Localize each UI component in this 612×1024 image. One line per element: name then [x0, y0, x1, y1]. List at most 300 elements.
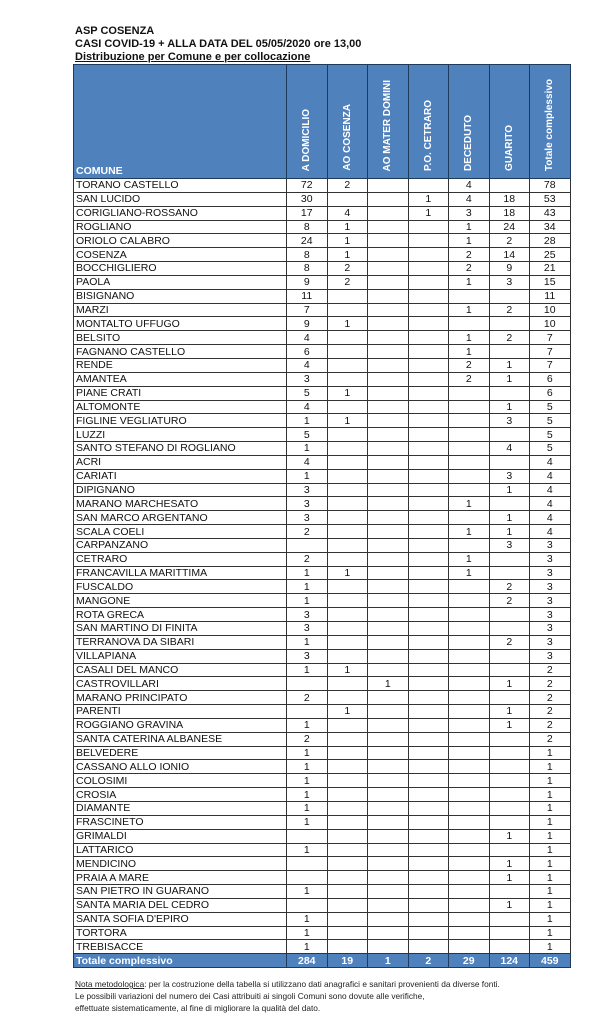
cell-value: 8 [287, 262, 328, 276]
cell-value [408, 455, 449, 469]
cell-value: 1 [287, 594, 328, 608]
cell-value [408, 358, 449, 372]
table-header-row [74, 65, 571, 179]
cell-value [489, 940, 530, 954]
note-line-1: : per la costruzione della tabella si utilizzano dati anagrafici e sanitari provenienti da diverse fonti. [144, 979, 500, 989]
cell-value [368, 469, 409, 483]
cell-value [327, 428, 368, 442]
cell-value [368, 774, 409, 788]
cell-value [489, 455, 530, 469]
cell-value [408, 345, 449, 359]
cell-value [368, 220, 409, 234]
comune-name: ROGGIANO GRAVINA [74, 718, 287, 732]
cell-value: 459 [530, 954, 571, 968]
cell-value: 3 [530, 608, 571, 622]
cell-value: 30 [287, 192, 328, 206]
cell-value: 1 [327, 566, 368, 580]
table-row [74, 428, 571, 442]
cell-value [408, 801, 449, 815]
table-row [74, 206, 571, 220]
cell-value [368, 538, 409, 552]
cell-value [408, 760, 449, 774]
cell-value [327, 815, 368, 829]
cell-value [327, 303, 368, 317]
cell-value: 3 [287, 483, 328, 497]
cell-value: 7 [530, 331, 571, 345]
cell-value: 1 [530, 829, 571, 843]
cell-value [449, 580, 490, 594]
cell-value: 1 [287, 801, 328, 815]
cell-value [327, 442, 368, 456]
cell-value [287, 677, 328, 691]
cell-value [368, 552, 409, 566]
methodology-note [75, 978, 500, 1014]
cell-value [327, 732, 368, 746]
cell-value [449, 663, 490, 677]
cell-value [449, 677, 490, 691]
cell-value [408, 497, 449, 511]
cell-value [368, 815, 409, 829]
cell-value: 4 [287, 331, 328, 345]
cell-value [408, 262, 449, 276]
cell-value: 43 [530, 206, 571, 220]
cell-value [408, 428, 449, 442]
table-row [74, 317, 571, 331]
cell-value [408, 442, 449, 456]
cell-value [368, 843, 409, 857]
comune-name: ROTA GRECA [74, 608, 287, 622]
table-row [74, 511, 571, 525]
cell-value: 3 [287, 608, 328, 622]
comune-name: CASALI DEL MANCO [74, 663, 287, 677]
cell-value [449, 622, 490, 636]
table-row [74, 857, 571, 871]
cell-value [449, 635, 490, 649]
comune-name: SANTO STEFANO DI ROGLIANO [74, 442, 287, 456]
cell-value [368, 455, 409, 469]
cell-value: 6 [287, 345, 328, 359]
comune-name: PRAIA A MARE [74, 871, 287, 885]
cell-value [408, 179, 449, 193]
cell-value: 7 [530, 345, 571, 359]
cell-value [368, 206, 409, 220]
table-row [74, 483, 571, 497]
cell-value [368, 788, 409, 802]
cell-value [327, 400, 368, 414]
cell-value [368, 331, 409, 345]
cell-value: 1 [530, 898, 571, 912]
cell-value [368, 511, 409, 525]
table-row [74, 525, 571, 539]
table-row [74, 594, 571, 608]
cell-value [408, 275, 449, 289]
comune-name: CARIATI [74, 469, 287, 483]
cell-value: 1 [287, 774, 328, 788]
cell-value: 1 [287, 414, 328, 428]
cell-value: 3 [489, 414, 530, 428]
cell-value: 1 [327, 317, 368, 331]
cell-value: 4 [530, 511, 571, 525]
column-header-label: DECEDUTO [463, 115, 475, 171]
cell-value: 15 [530, 275, 571, 289]
cell-value [368, 400, 409, 414]
table-row [74, 843, 571, 857]
table-row [74, 192, 571, 206]
comune-name: FIGLINE VEGLIATURO [74, 414, 287, 428]
cell-value [408, 774, 449, 788]
cell-value [368, 705, 409, 719]
column-header [287, 65, 328, 179]
cell-value [408, 815, 449, 829]
cell-value [449, 691, 490, 705]
cell-value [327, 677, 368, 691]
cell-value [449, 400, 490, 414]
cell-value: 1 [327, 414, 368, 428]
cell-value [327, 469, 368, 483]
cell-value: 1 [287, 635, 328, 649]
cell-value: 3 [530, 552, 571, 566]
cell-value [368, 414, 409, 428]
cell-value [368, 912, 409, 926]
cell-value: 2 [489, 303, 530, 317]
cell-value [489, 926, 530, 940]
table-row [74, 358, 571, 372]
cell-value: 1 [449, 220, 490, 234]
comune-name: MENDICINO [74, 857, 287, 871]
cell-value [287, 705, 328, 719]
cell-value [368, 234, 409, 248]
cell-value: 2 [530, 677, 571, 691]
cell-value: 24 [287, 234, 328, 248]
comune-name: DIAMANTE [74, 801, 287, 815]
cell-value [449, 760, 490, 774]
cell-value [408, 912, 449, 926]
cell-value [368, 275, 409, 289]
comune-name: MONTALTO UFFUGO [74, 317, 287, 331]
cell-value [368, 857, 409, 871]
cell-value [327, 885, 368, 899]
cell-value: 1 [327, 705, 368, 719]
cell-value: 4 [489, 442, 530, 456]
cell-value [327, 331, 368, 345]
cell-value [489, 912, 530, 926]
cell-value [489, 608, 530, 622]
table-row [74, 372, 571, 386]
cell-value: 1 [489, 511, 530, 525]
cell-value [408, 414, 449, 428]
cell-value: 1 [287, 815, 328, 829]
table-row [74, 732, 571, 746]
cell-value: 4 [530, 455, 571, 469]
note-label: Nota metodologica [75, 979, 145, 989]
cell-value [368, 566, 409, 580]
cell-value [449, 469, 490, 483]
cell-value [489, 566, 530, 580]
cell-value [368, 317, 409, 331]
cell-value: 2 [287, 552, 328, 566]
table-row [74, 829, 571, 843]
cell-value [449, 926, 490, 940]
cell-value: 2 [530, 691, 571, 705]
cell-value: 4 [530, 469, 571, 483]
cell-value: 11 [530, 289, 571, 303]
cell-value [408, 248, 449, 262]
cell-value: 1 [530, 774, 571, 788]
cell-value [327, 898, 368, 912]
comune-name: DIPIGNANO [74, 483, 287, 497]
table-row [74, 691, 571, 705]
comune-name: SAN PIETRO IN GUARANO [74, 885, 287, 899]
cell-value [489, 386, 530, 400]
table-row [74, 677, 571, 691]
comune-name: COLOSIMI [74, 774, 287, 788]
cell-value: 3 [530, 538, 571, 552]
comune-name: ROGLIANO [74, 220, 287, 234]
cell-value: 1 [530, 940, 571, 954]
cell-value [327, 635, 368, 649]
cell-value: 1 [530, 871, 571, 885]
cell-value: 1 [530, 857, 571, 871]
table-row [74, 566, 571, 580]
comune-name: CASTROVILLARI [74, 677, 287, 691]
cell-value [327, 511, 368, 525]
cell-value: 1 [489, 372, 530, 386]
table-row [74, 926, 571, 940]
cell-value: 1 [530, 912, 571, 926]
cell-value [408, 608, 449, 622]
cell-value: 8 [287, 248, 328, 262]
cell-value: 2 [449, 248, 490, 262]
cell-value: 1 [327, 248, 368, 262]
cell-value [368, 442, 409, 456]
cell-value [489, 179, 530, 193]
cell-value [368, 663, 409, 677]
document-title: CASI COVID-19 + ALLA DATA DEL 05/05/2020 ore 13,00 [75, 38, 362, 50]
cell-value: 1 [489, 483, 530, 497]
cell-value: 10 [530, 317, 571, 331]
cell-value [449, 898, 490, 912]
note-line-3: effettuate sistematicamente, al fine di migliorare la qualità del dato. [75, 1003, 321, 1013]
comune-name: PARENTI [74, 705, 287, 719]
cell-value: 8 [287, 220, 328, 234]
cell-value: 3 [449, 206, 490, 220]
cell-value [327, 940, 368, 954]
comune-name: RENDE [74, 358, 287, 372]
cell-value [408, 234, 449, 248]
cell-value [489, 289, 530, 303]
cell-value: 1 [449, 552, 490, 566]
cell-value [408, 829, 449, 843]
comune-name: FRANCAVILLA MARITTIMA [74, 566, 287, 580]
cell-value [408, 732, 449, 746]
cell-value: 24 [489, 220, 530, 234]
table-row [74, 871, 571, 885]
cell-value [408, 898, 449, 912]
cell-value [449, 428, 490, 442]
cell-value: 1 [287, 469, 328, 483]
cell-value: 78 [530, 179, 571, 193]
comune-name: CETRARO [74, 552, 287, 566]
cell-value: 1 [530, 815, 571, 829]
cell-value [368, 345, 409, 359]
cell-value [327, 760, 368, 774]
cell-value [408, 788, 449, 802]
cell-value: 9 [287, 317, 328, 331]
cell-value: 28 [530, 234, 571, 248]
comune-name: MARZI [74, 303, 287, 317]
cell-value: 1 [489, 871, 530, 885]
cell-value [327, 912, 368, 926]
cell-value [449, 885, 490, 899]
cell-value: 3 [530, 635, 571, 649]
cell-value [327, 926, 368, 940]
cell-value: 5 [287, 386, 328, 400]
comune-name: AMANTEA [74, 372, 287, 386]
comune-name: CROSIA [74, 788, 287, 802]
cell-value: 1 [449, 234, 490, 248]
cell-value [408, 289, 449, 303]
cell-value: 1 [327, 220, 368, 234]
cell-value: 1 [408, 192, 449, 206]
cell-value: 3 [287, 622, 328, 636]
cell-value [368, 497, 409, 511]
cell-value [489, 622, 530, 636]
table-row [74, 262, 571, 276]
cell-value: 1 [287, 566, 328, 580]
cell-value [327, 358, 368, 372]
cell-value [408, 469, 449, 483]
cell-value: 29 [449, 954, 490, 968]
comune-name: SAN LUCIDO [74, 192, 287, 206]
comune-name: SANTA SOFIA D'EPIRO [74, 912, 287, 926]
cell-value [408, 649, 449, 663]
cell-value [368, 428, 409, 442]
cell-value: 4 [449, 179, 490, 193]
cell-value: 2 [287, 691, 328, 705]
cell-value [327, 594, 368, 608]
cell-value: 1 [530, 788, 571, 802]
cell-value: 34 [530, 220, 571, 234]
cell-value [449, 815, 490, 829]
cell-value: 2 [327, 179, 368, 193]
comune-name: SAN MARTINO DI FINITA [74, 622, 287, 636]
table-row [74, 580, 571, 594]
cell-value [368, 801, 409, 815]
column-header [327, 65, 368, 179]
cell-value: 1 [489, 718, 530, 732]
cell-value [327, 857, 368, 871]
cell-value: 10 [530, 303, 571, 317]
cell-value: 53 [530, 192, 571, 206]
cell-value: 1 [287, 746, 328, 760]
cell-value [368, 871, 409, 885]
comune-name: CASSANO ALLO IONIO [74, 760, 287, 774]
cell-value [368, 691, 409, 705]
cell-value [368, 940, 409, 954]
cell-value [368, 483, 409, 497]
cell-value: 1 [287, 718, 328, 732]
cell-value [368, 386, 409, 400]
comune-name: BOCCHIGLIERO [74, 262, 287, 276]
comune-name: FUSCALDO [74, 580, 287, 594]
cell-value [489, 843, 530, 857]
cell-value [327, 843, 368, 857]
cell-value: 1 [327, 663, 368, 677]
comune-name: CARPANZANO [74, 538, 287, 552]
comune-name: COSENZA [74, 248, 287, 262]
cell-value [449, 801, 490, 815]
cell-value: 3 [489, 469, 530, 483]
comune-name: MANGONE [74, 594, 287, 608]
cell-value: 1 [449, 525, 490, 539]
cell-value [368, 898, 409, 912]
cell-value: 19 [327, 954, 368, 968]
cell-value: 2 [489, 331, 530, 345]
cell-value: 2 [408, 954, 449, 968]
table-row [74, 234, 571, 248]
table-row [74, 718, 571, 732]
cell-value [368, 746, 409, 760]
cell-value: 5 [530, 414, 571, 428]
cell-value [449, 511, 490, 525]
cell-value: 2 [489, 580, 530, 594]
table-row [74, 497, 571, 511]
cell-value [327, 829, 368, 843]
table-row [74, 469, 571, 483]
cell-value [408, 871, 449, 885]
cell-value: 1 [287, 843, 328, 857]
table-row [74, 442, 571, 456]
table-row [74, 663, 571, 677]
cell-value [368, 358, 409, 372]
cell-value [368, 885, 409, 899]
org-name: ASP COSENZA [75, 25, 155, 37]
cell-value: 2 [530, 732, 571, 746]
comune-name: SCALA COELI [74, 525, 287, 539]
cell-value: 1 [287, 926, 328, 940]
table-row [74, 538, 571, 552]
cell-value [408, 663, 449, 677]
cell-value: 1 [489, 857, 530, 871]
cell-value: 2 [489, 594, 530, 608]
comune-name: ACRI [74, 455, 287, 469]
cell-value: 5 [530, 428, 571, 442]
cell-value: 2 [489, 234, 530, 248]
cell-value [327, 580, 368, 594]
cell-value: 5 [287, 428, 328, 442]
cell-value [408, 303, 449, 317]
cell-value [368, 608, 409, 622]
cell-value: 7 [287, 303, 328, 317]
cases-table [73, 64, 571, 968]
cell-value: 3 [489, 538, 530, 552]
cell-value [327, 483, 368, 497]
cell-value: 1 [287, 442, 328, 456]
cell-value: 2 [327, 275, 368, 289]
table-row [74, 303, 571, 317]
cell-value: 4 [449, 192, 490, 206]
cell-value [287, 871, 328, 885]
cell-value: 1 [287, 912, 328, 926]
cell-value [449, 718, 490, 732]
cell-value [489, 317, 530, 331]
comune-name: BISIGNANO [74, 289, 287, 303]
cell-value [408, 372, 449, 386]
table-row [74, 815, 571, 829]
cell-value [368, 289, 409, 303]
cell-value [449, 912, 490, 926]
cell-value: 1 [368, 954, 409, 968]
